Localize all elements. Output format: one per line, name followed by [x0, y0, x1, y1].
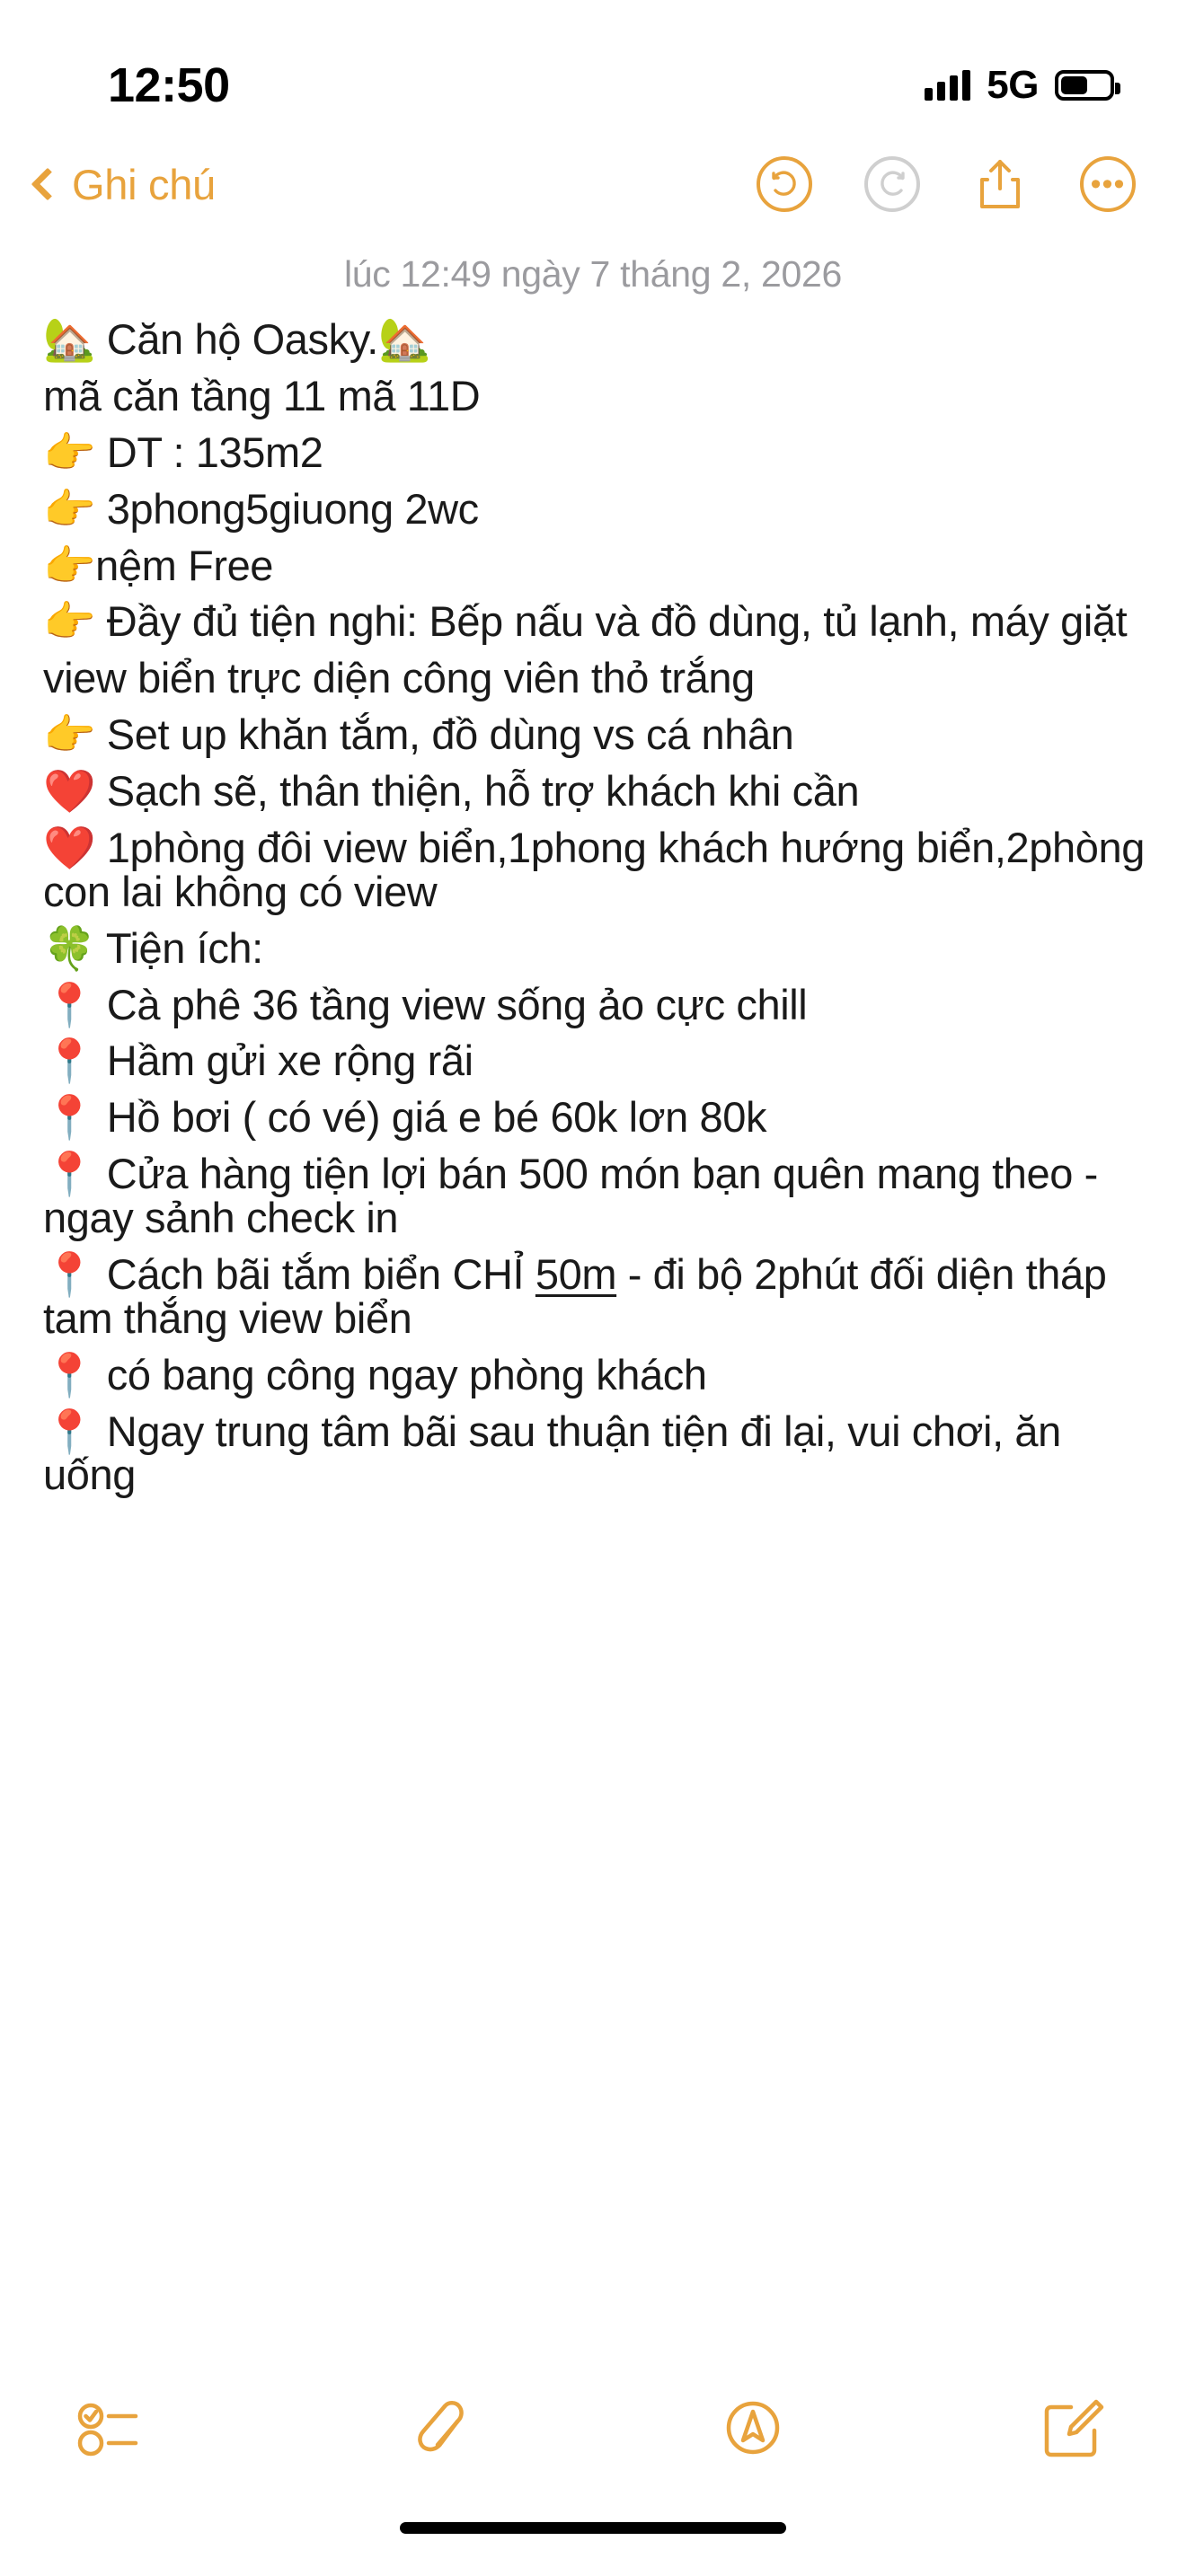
navigation-bar: [0, 135, 1186, 234]
note-line: ❤️ Sạch sẽ, thân thiện, hỗ trợ khách khi cần: [43, 767, 860, 815]
note-line: 👉 Set up khăn tắm, đồ dùng vs cá nhân: [43, 710, 794, 759]
note-line: 📍 Hầm gửi xe rộng rãi: [43, 1037, 474, 1085]
status-bar-indicators: [925, 63, 1114, 108]
navigation-actions: [757, 156, 1136, 212]
note-line: 🍀 Tiện ích:: [43, 923, 263, 972]
back-button-label: Ghi chú: [72, 160, 216, 208]
note-content-area[interactable]: [0, 234, 1186, 2342]
battery-icon: [1055, 70, 1114, 101]
undo-icon[interactable]: [757, 156, 812, 212]
home-indicator[interactable]: [400, 2522, 786, 2534]
note-toolbar: [0, 2342, 1186, 2513]
compose-icon[interactable]: [1024, 2378, 1123, 2477]
note-line: ❤️ 1phòng đôi view biển,1phong khách hướng biển,2phòng con lai không có view: [43, 823, 1156, 915]
network-type-label: 5G: [987, 63, 1039, 107]
note-line: 👉 Đầy đủ tiện nghi: Bếp nấu và đồ dùng, tủ lạnh, máy giặt: [43, 597, 1128, 646]
markup-pen-icon[interactable]: [704, 2378, 802, 2477]
note-line-part-before: 📍 Cách bãi tắm biển CHỈ: [43, 1249, 535, 1298]
note-line: 👉nệm Free: [43, 541, 274, 589]
note-line: mã căn tầng 11 mã 11D: [43, 371, 481, 419]
chevron-left-icon: [31, 168, 65, 201]
back-to-notes-button[interactable]: [31, 160, 216, 209]
share-icon[interactable]: [972, 156, 1028, 212]
note-text-body[interactable]: [0, 312, 1186, 1504]
note-underlined-text: 50m: [535, 1249, 617, 1298]
note-line: 📍 có bang công ngay phòng khách: [43, 1350, 707, 1398]
note-line: 🏡 Căn hộ Oasky.🏡: [43, 315, 431, 363]
status-bar-clock: 12:50: [108, 58, 230, 112]
note-line-with-underline: [43, 1247, 1150, 1347]
note-line-part-after: - đi bộ 2phút đối diện tháp tam thắng view biển: [43, 1249, 1119, 1342]
note-timestamp: lúc 12:49 ngày 7 tháng 2, 2026: [343, 253, 843, 295]
note-line: 📍 Cửa hàng tiện lợi bán 500 món bạn quên mang theo - ngay sảnh check in: [43, 1150, 1121, 1241]
note-line: view biển trực diện công viên thỏ trắng: [43, 654, 755, 702]
checklist-icon[interactable]: [63, 2378, 162, 2477]
note-line: 📍 Ngay trung tâm bãi sau thuận tiện đi lại, vui chơi, ăn uống: [43, 1407, 1073, 1499]
status-bar: [0, 0, 1186, 135]
home-indicator-area: [0, 2513, 1186, 2576]
redo-icon: [864, 156, 920, 212]
paperclip-icon[interactable]: [384, 2378, 482, 2477]
more-options-icon[interactable]: •••: [1080, 156, 1136, 212]
note-line: 📍 Cà phê 36 tầng view sống ảo cực chill: [43, 980, 808, 1028]
note-line: 👉 3phong5giuong 2wc: [43, 484, 479, 533]
cellular-signal-icon: [925, 70, 970, 101]
note-line: 📍 Hồ bơi ( có vé) giá e bé 60k lơn 80k: [43, 1093, 767, 1142]
note-line: 👉 DT : 135m2: [43, 428, 323, 476]
